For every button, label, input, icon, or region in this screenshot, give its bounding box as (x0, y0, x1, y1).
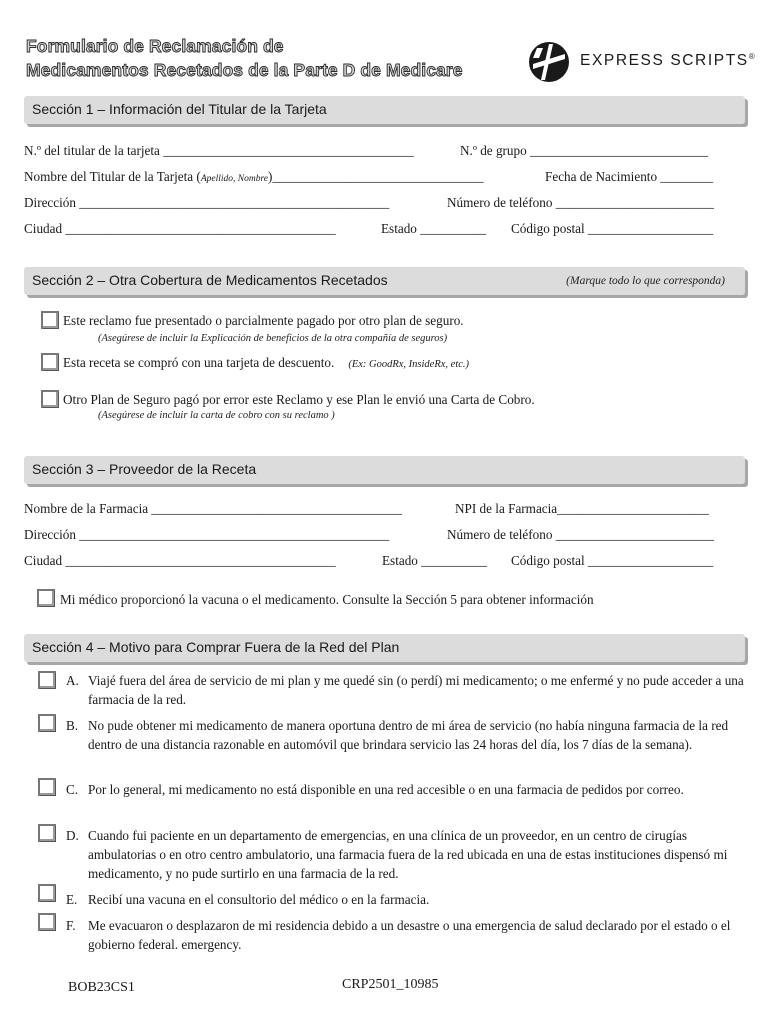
cardholder-name-label: Nombre del Titular de la Tarjeta ( (24, 169, 201, 184)
reason-b-letter: B. (66, 718, 79, 733)
reason-b-text: No pude obtener mi medicamento de manera oportuna dentro de mi área de servicio (no había ninguna farmacia de la red dentro de una distancia razonable en automóvil que brindara servicio las 24 horas del día, los 7 días de la semana). (88, 718, 729, 752)
collection-letter-note: (Asegúrese de incluir la carta de cobro con su reclamo ) (98, 410, 335, 421)
reason-f-checkbox[interactable] (38, 913, 56, 931)
form-title-line1: Formulario de Reclamación de (26, 36, 284, 56)
form-title (26, 34, 506, 82)
reason-d-text: Cuando fui paciente en un departamento de emergencias, en una clínica de un proveedor, en un centro de cirugías ambulatorias o en otro centro ambulatorio, una farmacia fuera de la red ubicada en una de estas instituciones dispensó mi medicamento, y no pude surtirlo en una farmacia de la red. (88, 828, 728, 881)
reason-c (66, 780, 746, 799)
doctor-provided-checkbox[interactable] (37, 589, 55, 607)
reason-d (66, 826, 746, 883)
reason-a-text: Viajé fuera del área de servicio de mi plan y me quedé sin (o perdí) mi medicamento; o me enfermé y no pude acceder a una farmacia de la red. (88, 673, 744, 707)
discount-card-label: Esta receta se compró con una tarjeta de descuento. (Ex: GoodRx, InsideRx, etc.) (63, 355, 470, 370)
reason-f (66, 916, 746, 954)
form-title-line2: Medicamentos Recetados de la Parte D de Medicare (26, 60, 463, 80)
reason-e (66, 890, 746, 909)
section-2-note: (Marque todo lo que corresponda) (566, 275, 725, 287)
cardholder-name-field[interactable] (24, 169, 483, 185)
pharmacy-zip-field[interactable]: Código postal ___________________ (511, 553, 714, 568)
section-2-header (24, 267, 745, 295)
zip-field[interactable]: Código postal ___________________ (511, 221, 714, 236)
birth-date-field[interactable]: Fecha de Nacimiento ________ (545, 169, 714, 184)
reason-c-letter: C. (66, 782, 79, 797)
reason-f-letter: F. (66, 918, 76, 933)
reason-a-letter: A. (66, 673, 79, 688)
reason-f-text: Me evacuaron o desplazaron de mi residencia debido a un desastre o una emergencia de salud declarado por el estado o el gobierno federal. emergency. (88, 918, 731, 952)
section-4-header: Sección 4 – Motivo para Comprar Fuera de la Red del Plan (24, 634, 745, 662)
other-plan-checkbox[interactable] (41, 311, 59, 329)
registered-mark: ® (748, 52, 757, 61)
reason-d-checkbox[interactable] (38, 824, 56, 842)
card-number-field[interactable]: N.º del titular de la tarjeta ______________________________________ (24, 143, 414, 158)
cardholder-name-line: )________________________________ (268, 169, 484, 184)
pharmacy-phone-field[interactable]: Número de teléfono ________________________ (447, 527, 715, 542)
state-field[interactable]: Estado __________ (381, 221, 487, 236)
reason-e-text: Recibí una vacuna en el consultorio del médico o en la farmacia. (88, 892, 430, 907)
address-field[interactable]: Dirección _______________________________________________ (24, 195, 390, 210)
doctor-provided-label: Mi médico proporcionó la vacuna o el medicamento. Consulte la Sección 5 para obtener información (60, 592, 594, 607)
footer-code-center: CRP2501_10985 (342, 977, 439, 992)
group-number-field[interactable]: N.º de grupo ___________________________ (460, 143, 709, 158)
express-scripts-logo-icon (527, 40, 571, 84)
reason-e-letter: E. (66, 892, 78, 907)
reason-e-checkbox[interactable] (38, 884, 56, 902)
reason-b (66, 716, 746, 754)
reason-a (66, 671, 746, 709)
reason-b-checkbox[interactable] (38, 714, 56, 732)
section-3-header: Sección 3 – Proveedor de la Receta (24, 456, 745, 484)
pharmacy-address-field[interactable]: Dirección _______________________________________________ (24, 527, 390, 542)
pharmacy-city-field[interactable]: Ciudad _________________________________________ (24, 553, 336, 568)
pharmacy-npi-field[interactable]: NPI de la Farmacia_______________________ (455, 501, 709, 516)
section-2-title: Sección 2 – Otra Cobertura de Medicamentos Recetados (32, 272, 388, 288)
pharmacy-name-field[interactable]: Nombre de la Farmacia ______________________________________ (24, 501, 402, 516)
pharmacy-state-field[interactable]: Estado __________ (382, 553, 488, 568)
express-scripts-logo-text: EXPRESS SCRIPTS® (580, 52, 757, 70)
cardholder-name-hint: Apellido, Nombre (200, 174, 269, 184)
reason-c-checkbox[interactable] (38, 778, 56, 796)
city-field[interactable]: Ciudad _________________________________________ (24, 221, 336, 236)
phone-field[interactable]: Número de teléfono ________________________ (447, 195, 715, 210)
reason-a-checkbox[interactable] (38, 671, 56, 689)
discount-card-checkbox[interactable] (41, 353, 59, 371)
reason-d-letter: D. (66, 828, 79, 843)
express-scripts-logo (527, 40, 757, 84)
reason-c-text: Por lo general, mi medicamento no está disponible en una red accesible o en una farmacia de pedidos por correo. (88, 782, 684, 797)
collection-letter-checkbox[interactable] (41, 390, 59, 408)
section-1-header: Sección 1 – Información del Titular de la Tarjeta (24, 96, 745, 124)
footer-code-left: BOB23CS1 (68, 980, 135, 995)
discount-card-note: (Ex: GoodRx, InsideRx, etc.) (348, 359, 470, 370)
other-plan-note: (Asegúrese de incluir la Explicación de beneficios de la otra compañía de seguros) (98, 333, 448, 344)
collection-letter-label: Otro Plan de Seguro pagó por error este Reclamo y ese Plan le envió una Carta de Cobro. (63, 392, 535, 407)
other-plan-label: Este reclamo fue presentado o parcialmente pagado por otro plan de seguro. (63, 313, 464, 328)
